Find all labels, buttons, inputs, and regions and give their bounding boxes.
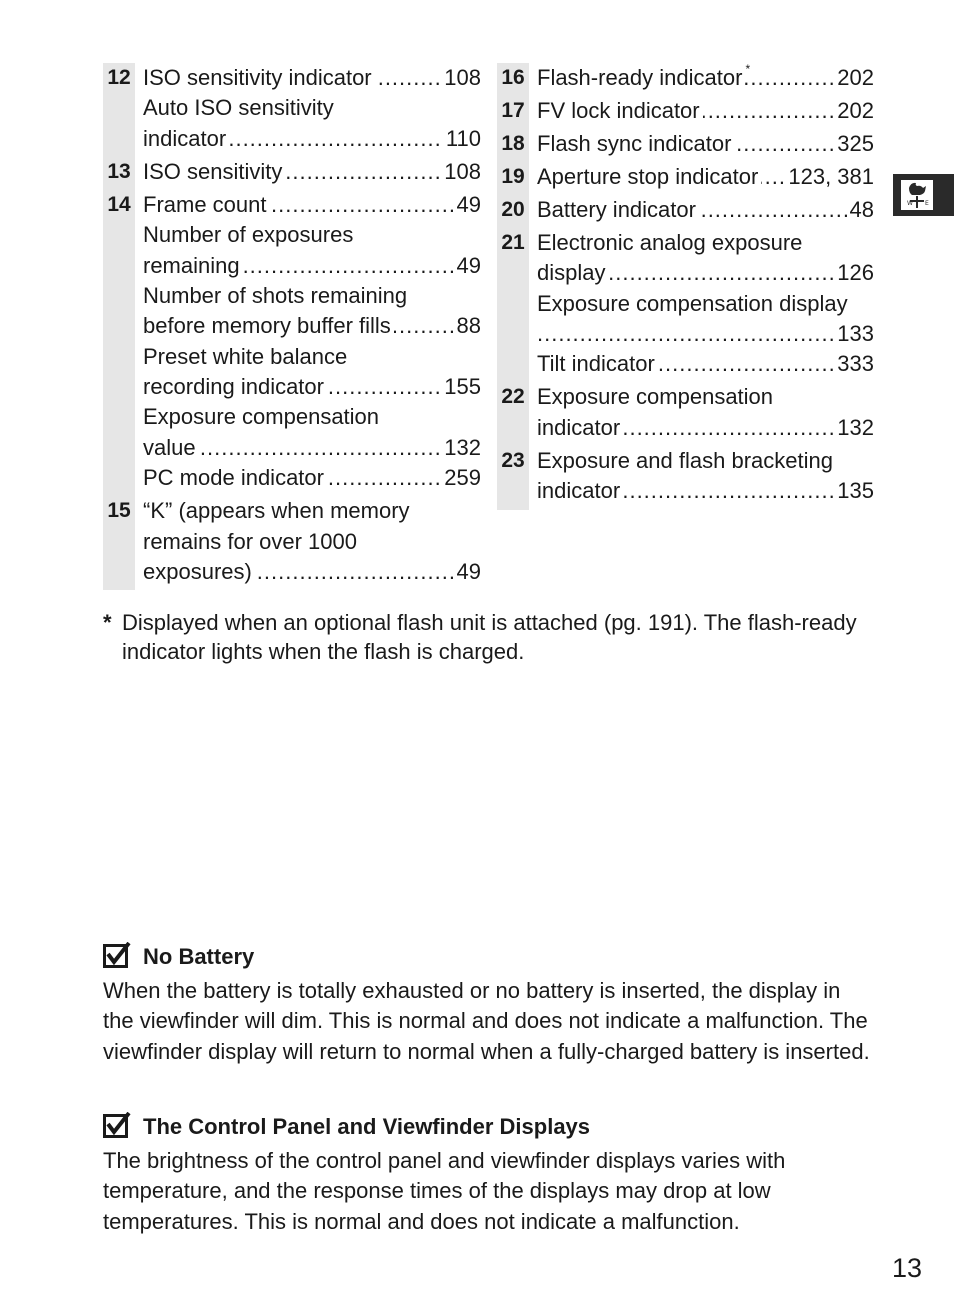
index-number: 12 bbox=[107, 66, 131, 89]
index-line bbox=[143, 124, 481, 154]
index-number: 13 bbox=[107, 159, 131, 183]
index-line bbox=[143, 281, 481, 311]
index-page-ref[interactable]: 135 bbox=[834, 476, 874, 506]
index-line bbox=[537, 162, 874, 192]
index-number: 23 bbox=[501, 448, 525, 472]
index-entry-15 bbox=[103, 496, 481, 587]
index-item-text: Exposure and flash bracketing bbox=[537, 448, 836, 473]
index-page-ref[interactable]: 49 bbox=[454, 251, 481, 281]
index-page-ref[interactable]: 202 bbox=[834, 96, 874, 126]
index-number: 20 bbox=[501, 197, 525, 221]
index-entry-13 bbox=[103, 157, 481, 187]
index-line bbox=[537, 258, 874, 288]
note-title: No Battery bbox=[143, 944, 255, 969]
index-entry-16 bbox=[497, 63, 874, 93]
index-number: 19 bbox=[501, 164, 525, 188]
index-entry-17 bbox=[497, 96, 874, 126]
index-item-text: Aperture stop indicator bbox=[537, 164, 761, 189]
index-page-ref[interactable]: 108 bbox=[441, 63, 481, 93]
index-entry-20 bbox=[497, 195, 874, 225]
index-entry-21 bbox=[497, 228, 874, 380]
index-item-text: remains for over 1000 bbox=[143, 529, 360, 554]
index-page-ref[interactable]: 88 bbox=[454, 311, 481, 341]
index-page-ref[interactable]: 110 bbox=[443, 124, 481, 154]
index-line bbox=[537, 382, 874, 412]
index-item-text: Frame count bbox=[143, 192, 270, 217]
index-item-text: Flash sync indicator bbox=[537, 131, 734, 156]
index-number: 16 bbox=[501, 66, 525, 89]
index-item-text: before memory buffer fills bbox=[143, 313, 394, 338]
index-page-ref[interactable]: 49 bbox=[454, 557, 481, 587]
index-line bbox=[143, 496, 481, 526]
index-entry-22 bbox=[497, 382, 874, 443]
index-item-text: indicator bbox=[143, 126, 229, 151]
index-line bbox=[143, 63, 481, 93]
footnote-mark: * bbox=[103, 610, 112, 635]
note-title: The Control Panel and Viewfinder Displays bbox=[143, 1114, 591, 1139]
index-number: 18 bbox=[501, 131, 525, 155]
index-page-ref[interactable]: 126 bbox=[834, 258, 874, 288]
index-line bbox=[143, 557, 481, 587]
index-number: 22 bbox=[501, 385, 525, 409]
index-line bbox=[537, 129, 874, 159]
index-page-ref[interactable]: 259 bbox=[441, 463, 481, 493]
index-page-ref[interactable]: 49 bbox=[454, 190, 481, 220]
index-page-ref[interactable]: 48 bbox=[847, 195, 874, 225]
index-item-text: Battery indicator bbox=[537, 197, 699, 222]
index-page-ref[interactable]: 325 bbox=[834, 129, 874, 159]
index-line bbox=[143, 463, 481, 493]
checkmark-note-icon bbox=[103, 942, 131, 968]
footnote-reference: * bbox=[745, 63, 751, 76]
index-item-text: value bbox=[143, 435, 199, 460]
note-body: The brightness of the control panel and viewfinder displays varies with temperature, and the response times of the displays may drop at low temperatures. This is normal and does not indicate a malfunction. bbox=[103, 1148, 786, 1234]
index-item-text: PC mode indicator bbox=[143, 465, 327, 490]
index-item-text: ISO sensitivity bbox=[143, 159, 285, 184]
index-line bbox=[537, 413, 874, 443]
index-line bbox=[143, 527, 481, 557]
index-line bbox=[143, 402, 481, 432]
index-column-left bbox=[103, 63, 481, 590]
index-line bbox=[537, 319, 874, 349]
index-line bbox=[537, 476, 874, 506]
index-item-text: remaining bbox=[143, 253, 243, 278]
index-line bbox=[143, 372, 481, 402]
index-item-text: Exposure compensation display bbox=[537, 291, 851, 316]
note-control-panel-viewfinder bbox=[103, 1110, 875, 1237]
index-page-ref[interactable]: 155 bbox=[441, 372, 481, 402]
index-line bbox=[537, 228, 874, 258]
index-page-ref[interactable]: 333 bbox=[834, 349, 874, 379]
index-line bbox=[537, 195, 874, 225]
index-item-text: Preset white balance bbox=[143, 344, 350, 369]
page-number: 13 bbox=[892, 1253, 923, 1283]
index-item-text: indicator bbox=[537, 478, 623, 503]
index-line bbox=[143, 157, 481, 187]
index-column-right bbox=[497, 63, 874, 509]
index-item-text: “K” (appears when memory bbox=[143, 498, 413, 523]
index-number: 17 bbox=[501, 98, 525, 122]
index-item-text: exposures) bbox=[143, 559, 255, 584]
index-item-text: Exposure compensation bbox=[143, 404, 382, 429]
index-line bbox=[143, 433, 481, 463]
index-entry-14 bbox=[103, 190, 481, 494]
index-line bbox=[537, 96, 874, 126]
index-item-text: Number of exposures bbox=[143, 222, 356, 247]
chapter-tab[interactable] bbox=[893, 174, 954, 216]
index-line bbox=[143, 251, 481, 281]
index-item-text: FV lock indicator bbox=[537, 98, 703, 123]
index-item-text: indicator bbox=[537, 415, 623, 440]
index-line bbox=[143, 311, 481, 341]
index-page-ref[interactable]: 202 bbox=[834, 63, 874, 93]
index-line bbox=[537, 289, 874, 319]
index-line bbox=[537, 446, 874, 476]
index-page-ref[interactable]: 133 bbox=[834, 319, 874, 349]
index-item-text: recording indicator bbox=[143, 374, 327, 399]
index-entry-18 bbox=[497, 129, 874, 159]
index-line bbox=[143, 190, 481, 220]
index-page-ref[interactable]: 132 bbox=[834, 413, 874, 443]
svg-text:E: E bbox=[925, 200, 929, 207]
index-line bbox=[143, 220, 481, 250]
index-item-text: Tilt indicator bbox=[537, 351, 658, 376]
index-number: 14 bbox=[107, 192, 131, 216]
index-entry-19 bbox=[497, 162, 874, 192]
index-entry-23 bbox=[497, 446, 874, 507]
checkmark-note-icon bbox=[103, 1112, 131, 1138]
index-page-ref[interactable]: 123, 381 bbox=[785, 162, 874, 192]
index-line bbox=[537, 349, 874, 379]
index-line bbox=[143, 342, 481, 372]
index-line bbox=[537, 63, 874, 93]
index-item-text: Electronic analog exposure bbox=[537, 230, 805, 255]
note-body: When the battery is totally exhausted or no battery is inserted, the display in the viewfinder will dim. This is normal and does not indicate a malfunction. The viewfinder display will return to normal when a fully-charged battery is inserted. bbox=[103, 978, 870, 1064]
index-item-text: Number of shots remaining bbox=[143, 283, 410, 308]
footnote bbox=[103, 608, 873, 666]
index-page-ref[interactable]: 132 bbox=[441, 433, 481, 463]
index-item-text: ISO sensitivity indicator bbox=[143, 65, 375, 90]
index-item-text: Auto ISO sensitivity bbox=[143, 95, 337, 120]
footnote-text: Displayed when an optional flash unit is attached (pg. 191). The flash-ready indicator lights when the flash is charged. bbox=[122, 610, 857, 664]
index-item-text: display bbox=[537, 260, 608, 285]
index-number: 15 bbox=[107, 499, 131, 523]
note-no-battery bbox=[103, 940, 875, 1067]
index-item-text: Flash-ready indicator bbox=[537, 65, 745, 90]
svg-text:W: W bbox=[907, 200, 913, 207]
index-entry-12 bbox=[103, 63, 481, 154]
index-item-text: Exposure compensation bbox=[537, 384, 776, 409]
index-line bbox=[143, 93, 481, 123]
index-page-ref[interactable]: 108 bbox=[441, 157, 481, 187]
index-number: 21 bbox=[501, 230, 525, 254]
weathervane-rooster-icon bbox=[900, 179, 934, 211]
